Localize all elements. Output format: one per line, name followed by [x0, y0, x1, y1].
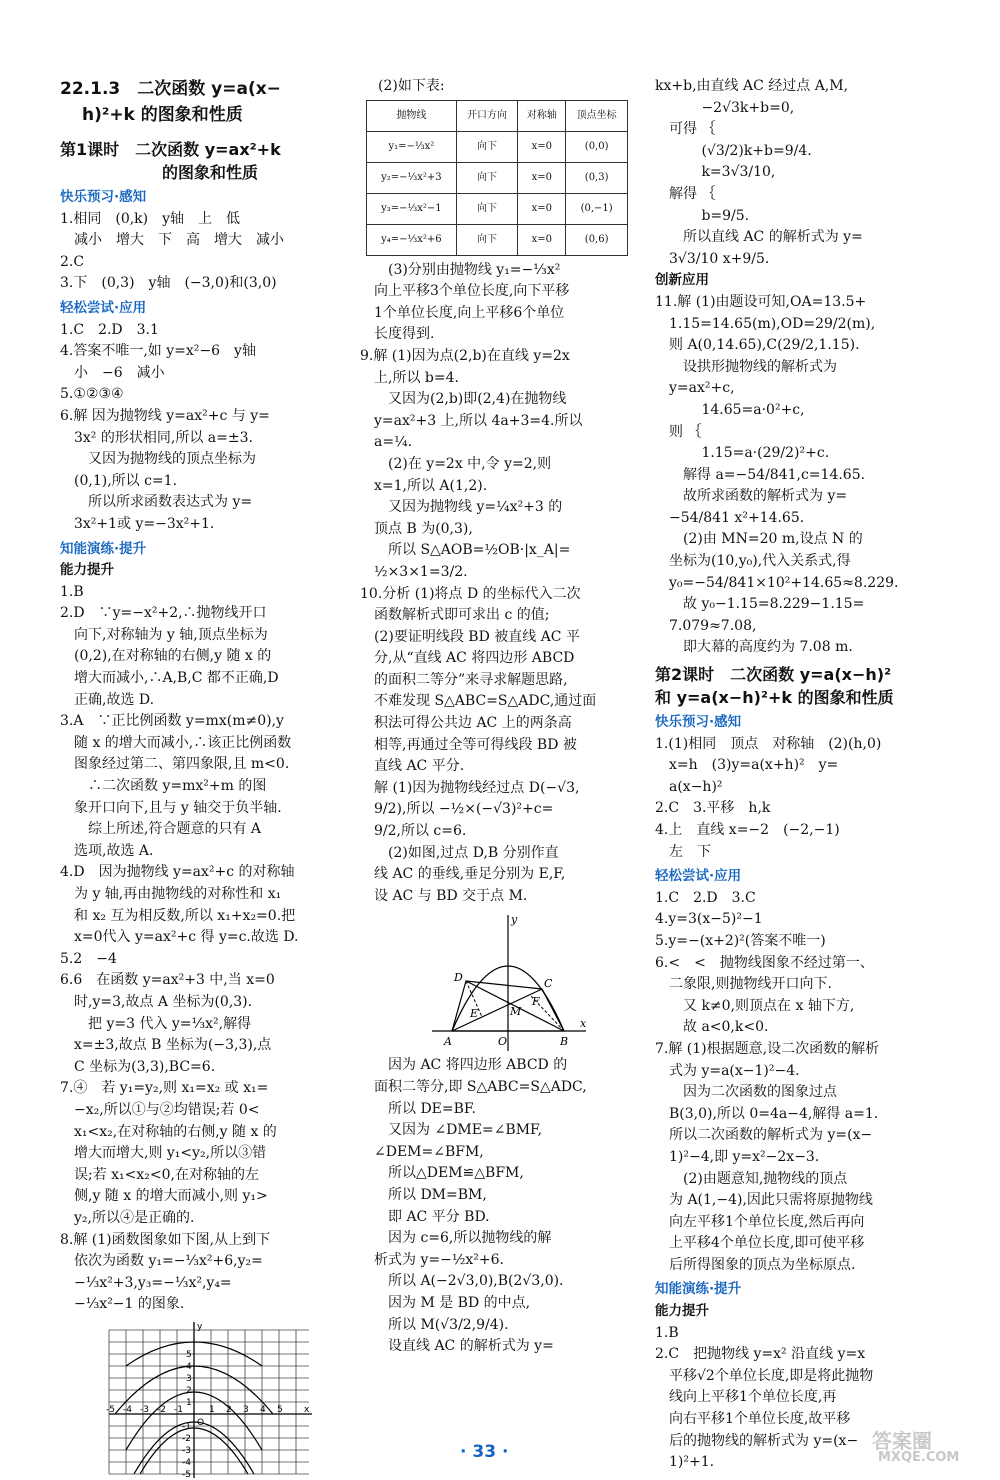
- answer-line: a=¼.: [360, 434, 413, 451]
- table-cell: 向下: [456, 131, 518, 162]
- table-header-row: [367, 100, 628, 131]
- answer-line: x₁<x₂,在对称轴的右侧,y 随 x 的: [60, 1123, 277, 1140]
- tick-label: 1: [209, 1404, 215, 1415]
- answer-line: 1.B: [655, 1324, 679, 1341]
- answer-line: −⅓x²−1 的图象.: [60, 1296, 185, 1313]
- axis-label: x: [304, 1404, 310, 1415]
- table-cell: (0,3): [566, 162, 628, 193]
- point-label: E: [470, 1007, 479, 1021]
- answer-line: y=ax²+3 上,所以 4a+3=4.所以: [360, 412, 583, 429]
- answer-line: 平移√2个单位长度,即是将此抛物: [655, 1367, 874, 1384]
- answer-line: (2)如图,过点 D,B 分别作直: [360, 844, 559, 861]
- answer-line: 1.15=14.65(m),OD=29/2(m),: [655, 315, 876, 332]
- answer-line: 7.079≈7.08,: [655, 617, 757, 634]
- answer-line: 面积二等分,即 S△ABC=S△ADC,: [360, 1079, 587, 1095]
- table-cell: y₂=−⅓x²+3: [367, 162, 457, 193]
- point-label: y: [511, 913, 518, 927]
- answer-list: [360, 260, 628, 908]
- answer-line: 正确,故选 D.: [60, 691, 155, 708]
- answer-line: 2.C 把抛物线 y=x² 沿直线 y=x: [655, 1346, 866, 1363]
- answer-line: 7.解 (1)根据题意,设二次函数的解析: [655, 1040, 880, 1057]
- answer-line: 增大而减小,∴A,B,C 都不正确,D: [60, 670, 279, 687]
- tick-label: -5: [106, 1404, 115, 1415]
- answer-line: 14.65=a·0²+c,: [655, 401, 805, 418]
- point-label: O: [498, 1035, 508, 1049]
- answer-line: 二象限,则抛物线开口向下.: [655, 976, 832, 993]
- answer-list: [60, 320, 330, 536]
- answer-line: 为 y 轴,再由抛物线的对称性和 x₁: [60, 886, 282, 902]
- answer-line: 所以所求函数表达式为 y=: [60, 494, 253, 511]
- table-cell: (0,−1): [566, 193, 628, 224]
- answer-line: 所以 DE=BF.: [360, 1100, 476, 1117]
- answer-line: y₀=−54/841×10²+14.65≈8.229.: [655, 574, 899, 591]
- answer-line: 增大而增大,则 y₁<y₂,所以③错: [60, 1145, 267, 1162]
- answer-line: 1.B: [60, 583, 84, 600]
- answer-line: ∴二次函数 y=mx²+m 的图: [60, 778, 267, 795]
- tick-label: 5: [186, 1349, 192, 1360]
- column-2: [360, 76, 628, 1358]
- answer-line: 线向上平移1个单位长度,再: [655, 1389, 837, 1406]
- answer-line: 所以 M(√3/2,9/4).: [360, 1316, 509, 1333]
- section-header: 知能演练·提升: [60, 540, 147, 557]
- answer-line: 误;若 x₁<x₂<0,在对称轴的左: [60, 1166, 260, 1183]
- answer-line: kx+b,由直线 AC 经过点 A,M,: [655, 78, 849, 94]
- answer-line: 设 AC 与 BD 交于点 M.: [360, 887, 528, 904]
- answer-line: (0,1),所以 c=1.: [60, 472, 178, 489]
- answer-line: 故 y₀−1.15=8.229−1.15=: [655, 596, 865, 613]
- tick-label: 2: [226, 1404, 232, 1415]
- answer-line: 左 下: [655, 843, 711, 860]
- answer-line: −2√3k+b=0,: [655, 99, 795, 116]
- answer-line: 3√3/10 x+9/5.: [655, 250, 770, 267]
- answer-line: 选项,故选 A.: [60, 842, 154, 859]
- tick-label: 1: [186, 1397, 192, 1408]
- answer-list: [655, 734, 927, 864]
- answer-line: 则 A(0,14.65),C(29/2,1.15).: [655, 337, 860, 354]
- answer-line: 所以 A(−2√3,0),B(2√3,0).: [360, 1273, 564, 1290]
- answer-list: [655, 888, 927, 1277]
- answer-line: x=1,所以 A(1,2).: [360, 477, 488, 494]
- table-cell: y₃=−⅓x²−1: [367, 193, 457, 224]
- answer-line: 解得 ｛: [655, 185, 716, 202]
- answer-line: (3)分别由抛物线 y₁=−⅓x²: [360, 261, 561, 278]
- answer-line: 后所得图象的顶点为坐标原点.: [655, 1256, 856, 1273]
- answer-line: 6.6 在函数 y=ax²+3 中,当 x=0: [60, 972, 275, 989]
- parabola-graph: [104, 1320, 314, 1480]
- answer-line: 设直线 AC 的解析式为 y=: [360, 1338, 554, 1355]
- answer-line: 1.C 2.D 3.1: [60, 321, 159, 338]
- table-cell: (0,0): [566, 131, 628, 162]
- answer-line: 故 a<0,k<0.: [655, 1019, 769, 1036]
- answer-line: 3.A ∵正比例函数 y=mx(m≠0),y: [60, 713, 284, 730]
- point-label: D: [454, 971, 463, 985]
- answer-line: 坐标为(10,y₀),代入关系式,得: [655, 553, 851, 570]
- answer-line: 上平移4个单位长度,即可使平移: [655, 1235, 865, 1252]
- table-cell: x=0: [518, 131, 566, 162]
- answer-line: 长度得到.: [360, 326, 435, 343]
- answer-line: 向右平移1个单位长度,故平移: [655, 1411, 851, 1428]
- answer-line: 时,y=3,故点 A 坐标为(0,3).: [60, 993, 253, 1010]
- table-row: [367, 162, 628, 193]
- table-cell: 向下: [456, 193, 518, 224]
- answer-line: 又因为(2,b)即(2,4)在抛物线: [360, 391, 567, 408]
- answer-line: (0,2),在对称轴的右侧,y 随 x 的: [60, 648, 272, 665]
- answer-line: 侧,y 随 x 的增大而减小,则 y₁>: [60, 1188, 268, 1205]
- answer-line: 因为 c=6,所以抛物线的解: [360, 1230, 552, 1247]
- answer-list: [655, 76, 927, 270]
- answer-line: 9/2),所以 −½×(−√3)²+c=: [360, 801, 554, 818]
- answer-line: b=9/5.: [655, 207, 750, 224]
- answer-line: 相等,再通过全等可得线段 BD 被: [360, 736, 577, 753]
- answer-line: 故所求函数的解析式为 y=: [655, 488, 848, 505]
- answer-line: 所以△DEM≌△BFM,: [360, 1165, 524, 1182]
- answer-line: 7.④ 若 y₁=y₂,则 x₁=x₂ 或 x₁=: [60, 1080, 269, 1097]
- lesson1-title: 第1课时 二次函数 y=ax²+k 的图象和性质: [60, 140, 281, 182]
- watermark-url: MXQE.COM: [878, 1450, 960, 1465]
- answer-line: a(x−h)²: [655, 778, 723, 795]
- answer-line: 随 x 的增大而减小,∴该正比例函数: [60, 734, 292, 751]
- origin-label: O: [197, 1417, 205, 1428]
- tick-label: -1: [182, 1421, 191, 1432]
- answer-line: 解 (1)因为抛物线经过点 D(−√3,: [360, 779, 580, 796]
- answer-line: 10.分析 (1)将点 D 的坐标代入二次: [360, 585, 581, 602]
- tick-label: -5: [182, 1469, 191, 1480]
- answer-line: x=h (3)y=a(x+h)² y=: [655, 757, 839, 774]
- answer-line: x=±3,故点 B 坐标为(−3,3),点: [60, 1037, 272, 1054]
- tick-label: -3: [140, 1404, 149, 1415]
- answer-line: y=ax²+c,: [655, 380, 735, 397]
- tick-label: -3: [182, 1445, 191, 1456]
- table-cell: x=0: [518, 193, 566, 224]
- answer-line: (2)要证明线段 BD 被直线 AC 平: [360, 628, 580, 645]
- tick-label: -2: [157, 1404, 166, 1415]
- table-header-cell: 抛物线: [367, 100, 457, 131]
- answer-list: [655, 292, 927, 659]
- point-label: B: [560, 1035, 569, 1049]
- section-title: 22.1.3 二次函数 y=a(x− h)²+k 的图象和性质: [60, 79, 281, 125]
- answer-line: 11.解 (1)由题设可知,OA=13.5+: [655, 293, 867, 310]
- answer-line: 1.相同 (0,k) y轴 上 低: [60, 210, 241, 227]
- answer-line: 9/2,所以 c=6.: [360, 823, 467, 840]
- subsection-header: 创新应用: [655, 272, 709, 289]
- quadrilateral-figure: [430, 911, 590, 1053]
- tick-label: 3: [243, 1404, 249, 1415]
- answer-line: 1)²−4,即 y=x²−2x−3.: [655, 1148, 820, 1165]
- answer-line: 5.y=−(x+2)²(答案不唯一): [655, 932, 826, 949]
- point-label: C: [544, 977, 553, 991]
- answer-line: 4.上 直线 x=−2 (−2,−1): [655, 822, 840, 838]
- answer-line: 设拱形抛物线的解析式为: [655, 358, 837, 375]
- answer-line: 解得 a=−54/841,c=14.65.: [655, 466, 866, 483]
- point-label: F: [532, 995, 540, 1009]
- answer-line: 积法可得公共边 AC 上的两条高: [360, 715, 572, 732]
- grid: [109, 1330, 309, 1474]
- table-cell: x=0: [518, 162, 566, 193]
- tick-label: -4: [123, 1404, 132, 1415]
- answer-line: 2.C: [60, 253, 85, 270]
- table-header-cell: 对称轴: [518, 100, 566, 131]
- answer-line: 1)²+1.: [655, 1454, 715, 1471]
- answer-line: 减小 增大 下 高 增大 减小: [60, 232, 284, 249]
- answer-line: 又 k≠0,则顶点在 x 轴下方,: [655, 997, 855, 1014]
- answer-line: 后的抛物线的解析式为 y=(x−: [655, 1432, 859, 1449]
- answer-line: 所以 S△AOB=½OB·|x_A|=: [360, 542, 571, 559]
- tick-label: -2: [182, 1433, 191, 1444]
- table-header-cell: 开口方向: [456, 100, 518, 131]
- answer-list: [60, 582, 330, 1316]
- column-1: [60, 76, 330, 1480]
- answer-line: 4.D 因为抛物线 y=ax²+c 的对称轴: [60, 864, 295, 881]
- answer-line: 直线 AC 平分.: [360, 758, 465, 775]
- answer-line: 1个单位长度,向上平移6个单位: [360, 304, 565, 321]
- answer-line: 象开口向下,且与 y 轴交于负半轴.: [60, 799, 282, 816]
- section-header: 轻松尝试·应用: [60, 299, 147, 316]
- answer-line: −x₂,所以①与②均错误;若 0<: [60, 1101, 260, 1118]
- point-label: A: [444, 1035, 452, 1049]
- table-cell: y₁=−⅓x²: [367, 131, 457, 162]
- answer-line: 5.2 −4: [60, 950, 117, 967]
- text-line: (2)如下表:: [378, 78, 445, 94]
- answer-line: 向下,对称轴为 y 轴,顶点坐标为: [60, 626, 268, 643]
- answer-line: 9.解 (1)因为点(2,b)在直线 y=2x: [360, 347, 570, 364]
- answer-line: 即大幕的高度约为 7.08 m.: [655, 639, 853, 656]
- section-header: 轻松尝试·应用: [655, 868, 742, 885]
- line-ac: [452, 989, 542, 1031]
- answer-line: 和 x₂ 互为相反数,所以 x₁+x₂=0.把: [60, 907, 296, 924]
- answer-line: 6.< < 抛物线图象不经过第一、: [655, 954, 874, 971]
- tick-label: 4: [260, 1404, 266, 1415]
- answer-line: 即 AC 平分 BD.: [360, 1208, 490, 1225]
- page-number: · 33 ·: [460, 1442, 509, 1462]
- table-row: [367, 193, 628, 224]
- answer-line: (√3/2)k+b=9/4.: [655, 142, 812, 159]
- answer-line: (2)由 MN=20 m,设点 N 的: [655, 531, 863, 548]
- subsection-header: 能力提升: [655, 1303, 709, 1320]
- answer-line: x=0代入 y=ax²+c 得 y=c.故选 D.: [60, 929, 299, 946]
- answer-line: 6.解 因为抛物线 y=ax²+c 与 y=: [60, 407, 270, 424]
- table-cell: 向下: [456, 162, 518, 193]
- answer-line: 上,所以 b=4.: [360, 369, 459, 386]
- table-cell: y₄=−⅓x²+6: [367, 224, 457, 255]
- answer-line: 分,从“直线 AC 将四边形 ABCD: [360, 650, 575, 667]
- table-cell: 向下: [456, 224, 518, 255]
- answer-line: −54/841 x²+14.65.: [655, 509, 805, 526]
- section-header: 快乐预习·感知: [655, 714, 742, 731]
- answer-line: 图象经过第二、第四象限,且 m<0.: [60, 756, 290, 773]
- answer-line: 不难发现 S△ABC=S△ADC,通过面: [360, 693, 597, 710]
- subsection-header: 能力提升: [60, 562, 114, 579]
- answer-list: [360, 1055, 628, 1357]
- column-3: [655, 76, 927, 1474]
- answer-line: 的面积二等分”来寻求解题思路,: [360, 671, 568, 688]
- answer-line: 式为 y=a(x−1)²−4.: [655, 1062, 800, 1079]
- answer-line: 因为二次函数的图象过点: [655, 1084, 837, 1101]
- tick-label: -1: [174, 1404, 183, 1415]
- watermark-logo: 答案圈: [872, 1429, 932, 1453]
- answer-line: 向左平移1个单位长度,然后再向: [655, 1213, 865, 1230]
- answer-line: 函数解析式即可求出 c 的值;: [360, 607, 550, 624]
- table-row: [367, 131, 628, 162]
- answer-line: 1.15=a·(29/2)²+c.: [655, 445, 830, 462]
- answer-line: 因为 M 是 BD 的中点,: [360, 1294, 531, 1311]
- answer-line: 又因为抛物线 y=¼x²+3 的: [360, 499, 563, 516]
- answer-line: 所以直线 AC 的解析式为 y=: [655, 229, 863, 246]
- answer-line: 所以二次函数的解析式为 y=(x−: [655, 1127, 873, 1144]
- table-cell: x=0: [518, 224, 566, 255]
- tick-label: 4: [186, 1361, 192, 1372]
- answer-line: B(3,0),所以 0=4a−4,解得 a=1.: [655, 1105, 879, 1122]
- answer-line: 5.①②③④: [60, 386, 124, 403]
- answer-line: 把 y=3 代入 y=⅓x²,解得: [60, 1015, 252, 1032]
- tick-label: 2: [186, 1385, 192, 1396]
- answer-line: −⅓x²+3,y₃=−⅓x²,y₄=: [60, 1274, 232, 1291]
- point-label: M: [510, 1005, 522, 1019]
- answer-line: 2.D ∵y=−x²+2,∴抛物线开口: [60, 605, 267, 622]
- answer-line: (2)在 y=2x 中,令 y=2,则: [360, 455, 552, 472]
- table-header-cell: 顶点坐标: [566, 100, 628, 131]
- properties-table: [366, 100, 628, 256]
- answer-line: 3x²+1或 y=−3x²+1.: [60, 515, 215, 532]
- answer-line: 可得 ｛: [655, 121, 716, 138]
- answer-line: 4.答案不唯一,如 y=x²−6 y轴: [60, 343, 256, 360]
- answer-line: 析式为 y=−½x²+6.: [360, 1251, 504, 1268]
- answer-line: 小 −6 减小: [60, 364, 165, 381]
- answer-line: 依次为函数 y₁=−⅓x²+6,y₂=: [60, 1253, 263, 1270]
- answer-line: ½×3×1=3/2.: [360, 563, 468, 580]
- answer-line: ∠DEM=∠BFM,: [360, 1143, 484, 1160]
- answer-line: 又因为抛物线的顶点坐标为: [60, 451, 256, 468]
- answer-line: 顶点 B 为(0,3),: [360, 520, 473, 537]
- answer-line: 1.C 2.D 3.C: [655, 889, 756, 906]
- table-cell: (0,6): [566, 224, 628, 255]
- answer-line: 综上所述,符合题意的只有 A: [60, 821, 262, 838]
- answer-line: 4.y=3(x−5)²−1: [655, 911, 763, 928]
- section-header: 快乐预习·感知: [60, 189, 147, 205]
- answer-line: 则 ｛: [655, 423, 702, 440]
- answer-line: 线 AC 的垂线,垂足分别为 E,F,: [360, 866, 566, 883]
- answer-line: 1.(1)相同 顶点 对称轴 (2)(h,0): [655, 735, 882, 752]
- answer-line: 向上平移3个单位长度,向下平移: [360, 283, 570, 300]
- answer-line: 2.C 3.平移 h,k: [655, 800, 771, 817]
- point-label: x: [580, 1017, 587, 1031]
- table-row: [367, 224, 628, 255]
- answer-line: 又因为 ∠DME=∠BMF,: [360, 1122, 543, 1139]
- answer-line: 因为 AC 将四边形 ABCD 的: [360, 1057, 568, 1074]
- tick-label: -4: [182, 1457, 191, 1468]
- answer-line: y₂,所以④是正确的.: [60, 1209, 195, 1226]
- axis-label: y: [197, 1321, 203, 1332]
- answer-list: [60, 209, 330, 295]
- answer-line: k=3√3/10,: [655, 164, 776, 181]
- section-header: 知能演练·提升: [655, 1281, 742, 1298]
- tick-label: 5: [277, 1404, 283, 1415]
- tick-label: 3: [186, 1373, 192, 1384]
- answer-line: 8.解 (1)函数图象如下图,从上到下: [60, 1231, 271, 1248]
- lesson2-title: 第2课时 二次函数 y=a(x−h)² 和 y=a(x−h)²+k 的图象和性质: [655, 665, 894, 708]
- answer-line: 为 A(1,−4),因此只需将原抛物线: [655, 1192, 873, 1209]
- answer-line: (2)由题意知,抛物线的顶点: [655, 1170, 848, 1187]
- answer-line: 3.下 (0,3) y轴 (−3,0)和(3,0): [60, 275, 277, 292]
- answer-line: 3x² 的形状相同,所以 a=±3.: [60, 429, 253, 446]
- answer-line: 所以 DM=BM,: [360, 1186, 487, 1203]
- answer-line: C 坐标为(3,3),BC=6.: [60, 1058, 216, 1075]
